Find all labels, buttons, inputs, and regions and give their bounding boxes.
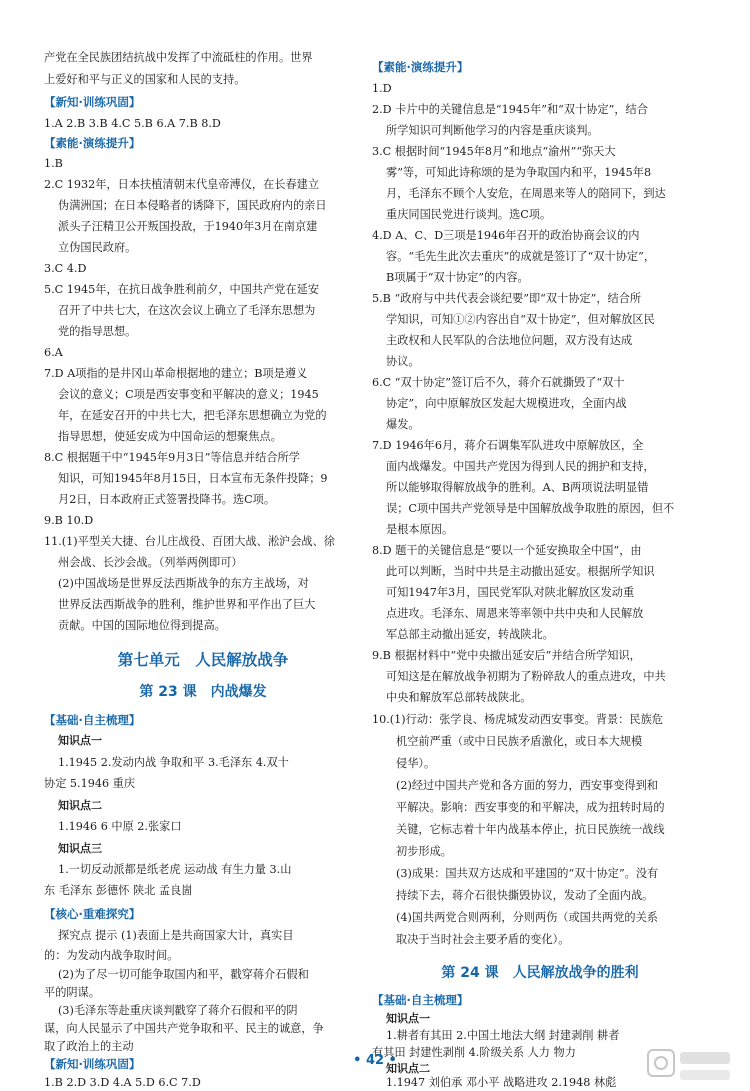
text-line: 1.B	[44, 157, 63, 170]
section-header: 【新知·训练巩固】	[44, 1057, 141, 1071]
text-line: 可知1947年3月，国民党军队对陕北解放区发动重	[386, 586, 635, 599]
text-line: 的：为发动内战争取时间。	[44, 949, 179, 962]
text-line: 持续下去，蒋介石很快撕毁协议，发动了全面内战。	[396, 889, 654, 902]
text-line: 所学知识可判断他学习的内容是重庆谈判。	[386, 124, 599, 137]
text-line: 军总部主动撤出延安，转战陕北。	[386, 628, 554, 641]
text-line: 关键，它标志着十年内战基本停止，抗日民族统一战线	[396, 823, 665, 836]
text-line: 1.一切反动派都是纸老虎 运动战 有生力量 3.山	[58, 863, 292, 876]
text-line: 3.C 根据时间“1945年8月”和地点“渝州”“弥天大	[372, 145, 616, 158]
text-line: 学知识，可知①②内容出自“双十协定”，但对解放区民	[386, 313, 655, 326]
section-header: 【素能·演练提升】	[372, 60, 469, 74]
text-line: 年，在延安召开的中共七大，把毛泽东思想确立为党的	[58, 409, 327, 422]
text-line: 4.D A、C、D三项是1946年召开的政治协商会议的内	[372, 229, 640, 242]
text-line: 知识，可知1945年8月15日，日本宣布无条件投降；9	[58, 472, 328, 485]
text-line: 11.(1)平型关大捷、台儿庄战役、百团大战、淞沪会战、徐	[44, 535, 335, 548]
text-line: 初步形成。	[396, 845, 452, 858]
text-line: 9.B 根据材料中“党中央撤出延安后”并结合所学知识，	[372, 649, 641, 662]
text-line: 中央和解放军总部转战陕北。	[386, 691, 532, 704]
text-line: 7.D 1946年6月，蒋介石调集军队进攻中原解放区，全	[372, 439, 644, 452]
text-line: 谋，向人民显示了中国共产党争取和平、民主的诚意，争	[44, 1022, 324, 1035]
text-line: 7.D A项指的是井冈山革命根据地的建立；B项是遵义	[44, 367, 308, 380]
text-line: 1.1947 刘伯承 邓小平 战略进攻 2.1948 林彪	[386, 1076, 617, 1089]
text-line: 平解决。影响：西安事变的和平解决，成为扭转时局的	[396, 801, 665, 814]
text-line: 派头子汪精卫公开叛国投敌，于1940年3月在南京建	[58, 220, 318, 233]
text-line: (2)中国战场是世界反法西斯战争的东方主战场，对	[58, 577, 309, 590]
knowledge-point-label: 知识点一	[386, 1012, 430, 1025]
text-line: 世界反法西斯战争的胜利，维护世界和平作出了巨大	[58, 598, 316, 611]
text-line: 1.耕者有其田 2.中国土地法大纲 封建剥削 耕者	[386, 1029, 620, 1042]
text-line: 平的阴谋。	[44, 986, 100, 999]
text-line: 召开了中共七大，在这次会议上确立了毛泽东思想为	[58, 304, 316, 317]
text-line: (2)为了尽一切可能争取国内和平，戳穿蒋介石假和	[58, 968, 309, 981]
text-line: (2)经过中国共产党和各方面的努力，西安事变得到和	[396, 779, 658, 792]
text-line: 1.B 2.D 3.D 4.A 5.D 6.C 7.D	[44, 1076, 201, 1089]
knowledge-point-label: 知识点三	[58, 842, 102, 855]
unit-title: 第七单元 人民解放战争	[117, 651, 289, 669]
section-header: 【核心·重难探究】	[44, 907, 141, 921]
text-line: 上爱好和平与正义的国家和人民的支持。	[44, 73, 246, 86]
text-line: 点进攻。毛泽东、周恩来等率领中共中央和人民解放	[386, 607, 644, 620]
text-line: 可知这是在解放战争初期为了粉碎敌人的重点进攻，中共	[386, 670, 666, 683]
text-line: 1.A 2.B 3.B 4.C 5.B 6.A 7.B 8.D	[44, 117, 221, 130]
text-line: 指导思想，使延安成为中国命运的想聚焦点。	[58, 430, 282, 443]
text-line: 协定”，向中原解放区发起大规模进攻，全面内战	[386, 397, 627, 410]
text-line: 5.B “政府与中共代表会谈纪要”即“双十协定”，结合所	[372, 292, 642, 305]
text-line: 误；C项中国共产党领导是中国解放战争取胜的原因，但不	[386, 502, 675, 515]
text-line: 探究点 提示 (1)表面上是共商国家大计，真实目	[58, 929, 294, 942]
text-line: 爆发。	[386, 418, 420, 431]
text-line: 6.A	[44, 346, 63, 359]
text-line: 6.C “双十协定”签订后不久，蒋介石就撕毁了“双十	[372, 376, 625, 389]
text-line: 取了政治上的主动	[44, 1040, 134, 1053]
section-header: 【新知·训练巩固】	[44, 95, 141, 109]
text-line: 机空前严重（或中日民族矛盾激化，或日本大规模	[396, 735, 643, 748]
text-line: 立伪国民政府。	[58, 241, 137, 254]
text-line: 伪满洲国；在日本侵略者的诱降下，国民政府内的亲日	[58, 199, 327, 212]
text-line: 3.C 4.D	[44, 262, 87, 275]
text-line: 重庆同国民党进行谈判。选C项。	[386, 208, 552, 221]
knowledge-point-label: 知识点二	[386, 1062, 430, 1075]
text-line: (3)成果：国共双方达成和平建国的“双十协定”。没有	[396, 867, 659, 880]
text-line: 有其田 封建性剥削 4.阶级关系 人力 物力	[372, 1046, 576, 1059]
text-line: 雾”等，可知此诗称颂的是为争取国内和平，1945年8	[386, 166, 652, 179]
text-line: 容。“毛先生此次去重庆”的成就是签订了“双十协定”，	[386, 250, 656, 263]
text-line: 侵华）。	[396, 757, 436, 770]
lesson-title: 第 24 课 人民解放战争的胜利	[441, 965, 639, 981]
section-header: 【基础·自主梳理】	[44, 713, 141, 727]
text-line: 协定 5.1946 重庆	[44, 777, 136, 790]
text-line: 协议。	[386, 355, 420, 368]
text-line: 此可以判断，当时中共是主动撤出延安。根据所学知识	[386, 565, 655, 578]
text-line: 月，毛泽东不顾个人安危，在周恩来等人的陪同下，到达	[386, 187, 666, 200]
text-line: 8.D 题干的关键信息是“要以一个延安换取全中国”，由	[372, 544, 642, 557]
text-line: (4)国共两党合则两利，分则两伤（或国共两党的关系	[396, 911, 658, 924]
text-line: 党的指导思想。	[58, 325, 137, 338]
text-line: 2.D 卡片中的关键信息是“1945年”和“双十协定”，结合	[372, 103, 648, 116]
text-line: 会议的意义；C项是西安事变和平解决的意义；1945	[58, 388, 319, 401]
watermark-logo	[646, 1046, 736, 1088]
text-line: 10.(1)行动：张学良、杨虎城发动西安事变。背景：民族危	[372, 713, 663, 726]
text-line: 9.B 10.D	[44, 514, 94, 527]
text-line: B项属于“双十协定”的内容。	[386, 271, 529, 284]
text-line: 1.D	[372, 82, 392, 95]
text-line: 1.1945 2.发动内战 争取和平 3.毛泽东 4.双十	[58, 756, 289, 769]
text-line: 州会战、长沙会战。（列举两例即可）	[58, 556, 243, 569]
text-line: 所以能够取得解放战争的胜利。A、B两项说法明显错	[386, 481, 649, 494]
text-line: 东 毛泽东 彭德怀 陕北 孟良崮	[44, 884, 193, 897]
text-line: 月2日，日本政府正式签署投降书。选C项。	[58, 493, 276, 506]
text-line: 2.C 1932年，日本扶植清朝末代皇帝溥仪，在长春建立	[44, 178, 320, 191]
text-line: 5.C 1945年，在抗日战争胜利前夕，中国共产党在延安	[44, 283, 320, 296]
text-line: 面内战爆发。中国共产党因为得到人民的拥护和支持，	[386, 460, 655, 473]
text-line: 1.1946 6 中原 2.张家口	[58, 820, 182, 833]
text-line: 贡献。中国的国际地位得到提高。	[58, 619, 226, 632]
section-header: 【基础·自主梳理】	[372, 993, 469, 1007]
text-line: 取决于当时社会主要矛盾的变化）。	[396, 933, 570, 946]
lesson-title: 第 23 课 内战爆发	[139, 684, 267, 700]
text-line: 主政权和人民军队的合法地位问题，双方没有达成	[386, 334, 633, 347]
text-line: (3)毛泽东等赴重庆谈判戳穿了蒋介石假和平的阴	[58, 1004, 298, 1017]
text-line: 是根本原因。	[386, 523, 454, 536]
text-line: 产党在全民族团结抗战中发挥了中流砥柱的作用。世界	[44, 51, 313, 64]
section-header: 【素能·演练提升】	[44, 136, 141, 150]
page-number: • 42 •	[353, 1053, 397, 1068]
text-line: 8.C 根据题干中“1945年9月3日”等信息并结合所学	[44, 451, 300, 464]
knowledge-point-label: 知识点一	[58, 734, 102, 747]
knowledge-point-label: 知识点二	[58, 799, 102, 812]
